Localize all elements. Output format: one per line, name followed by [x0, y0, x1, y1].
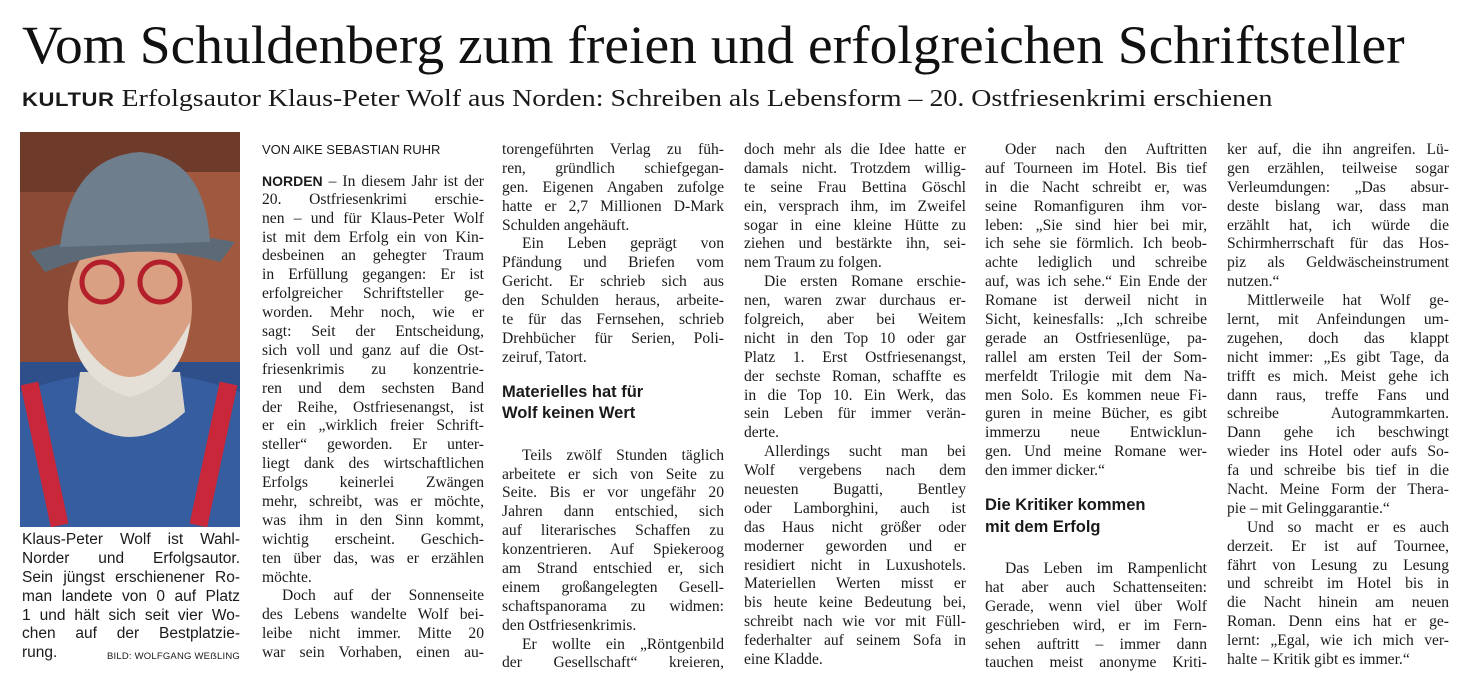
paragraph — [985, 141, 1207, 481]
paragraph — [502, 235, 724, 367]
text-line: erzählt hat, ich würde die — [1227, 216, 1449, 234]
headline: Vom Schuldenberg zum freien und erfolgreichen Schriftsteller — [22, 15, 1405, 75]
text-line: den immer dicker.“ — [985, 462, 1105, 480]
text-line: Nacht. Meine Form der Thera- — [1227, 481, 1449, 499]
caption-line: Klaus-Peter Wolf ist Wahl- — [22, 531, 240, 548]
text-line: damals nicht. Trotzdem willig- — [744, 159, 966, 177]
text-line: den Schulden heraus, arbeite- — [502, 292, 724, 310]
text-line: ist mit dem Erfolg ein von Kin- — [262, 228, 484, 246]
section-heading-line: Die Kritiker kommen — [985, 496, 1146, 515]
text-line: tauchen meist anonyme Kriti- — [985, 654, 1207, 672]
text-line: gen. Eigenen Angaben zufolge — [502, 178, 724, 196]
text-line: doch mehr als die Idee hatte er — [744, 141, 966, 158]
text-line: er ein „wirklich freier Schrift- — [262, 417, 484, 435]
text-line: sogar in eine kleine Hütte zu — [744, 216, 966, 234]
text-line-content: – In diesem Jahr ist der — [322, 172, 484, 190]
text-line: desbeinen an gehegter Traum — [262, 247, 484, 265]
text-line: wichtig erscheint. Geschich- — [262, 530, 484, 548]
text-line: erfolgreicher Schriftsteller ge- — [262, 285, 484, 303]
text-line: merfeldt Trilogie mit dem Na- — [985, 367, 1207, 385]
text-line: halte – Kritik gibt es immer.“ — [1227, 651, 1410, 669]
text-line: pie – mit Gelinggarantie.“ — [1227, 499, 1390, 517]
text-line: gerade an Ostfriesenlüge, pa- — [985, 329, 1207, 347]
text-line: worden. Mehr noch, wie er — [262, 304, 484, 322]
text-line: in Erfüllung gegangen: Er ist — [262, 266, 484, 284]
text-line: oder Lamborghini, auch ist — [744, 499, 966, 517]
text-line: in die Nacht schreibt er, was — [985, 178, 1207, 196]
text-line: nicht immer: „Es gibt Tage, da — [1227, 348, 1449, 366]
text-line: folgreich, aber bei Weitem — [744, 311, 966, 329]
text-line: der Reihe, Ostfriesenangst, ist — [262, 398, 484, 416]
article-column-2 — [502, 141, 724, 673]
text-line: ein, versprach ihm, im Zweifel — [744, 197, 966, 215]
text-line: Die ersten Romane erschie- — [764, 273, 966, 291]
article-column-1 — [262, 141, 484, 663]
text-line: am Strand entschied er, sich — [502, 560, 724, 578]
text-line: Jahren dann entschied, sich — [502, 503, 724, 521]
text-line: te seine Frau Bettina Göschl — [744, 178, 966, 196]
text-line: Schirmherrschaft für das Hos- — [1227, 235, 1449, 253]
text-line: Oder nach den Auftritten — [1005, 141, 1207, 158]
text-line: möchte. — [262, 568, 312, 586]
text-line: schreibt nach wie vor mit Füll- — [744, 613, 966, 631]
text-line: Romane ist derweil nicht in — [985, 292, 1207, 310]
text-line: fährt von Lesung zu Lesung — [1227, 556, 1449, 574]
text-line: piz als Geldwäscheinstrument — [1227, 254, 1449, 272]
caption-line: Norder und Erfolgsautor. — [22, 549, 240, 567]
text-line: Allerdings sucht man bei — [764, 443, 966, 461]
subheadline — [22, 84, 1272, 116]
text-line: nutzen.“ — [1227, 273, 1280, 291]
text-line: Materiellen Werten misst er — [744, 575, 966, 593]
text-line: neuesten Bugatti, Bentley — [744, 481, 966, 499]
caption-line: Sein jüngst erschienener Ro- — [22, 568, 240, 586]
paragraph — [502, 447, 724, 636]
section-heading-line: Materielles hat für — [502, 382, 644, 401]
portrait-photo-icon — [20, 132, 240, 527]
article-column-3 — [744, 141, 966, 670]
text-line: seine Romanfiguren ihm vor- — [985, 197, 1207, 215]
text-line: ziehen und bestärkte ihn, sei- — [744, 235, 966, 253]
text-line: leben: „Sie sind hier bei mir, — [985, 216, 1207, 234]
paragraph — [262, 587, 484, 663]
text-line: steller“ geworden. Er unter- — [262, 436, 484, 454]
text-line: eine Kladde. — [744, 651, 823, 669]
text-line: schreibe Autogrammkarten. — [1227, 405, 1449, 423]
text-line: Seite. Bis er vor ungefähr 20 — [502, 484, 724, 502]
text-line: auf literarisches Schaffen zu — [502, 522, 724, 540]
text-line: rallel am ersten Teil der Som- — [985, 348, 1207, 366]
paragraph — [1227, 292, 1449, 519]
paragraph — [744, 141, 966, 273]
text-line: liegt dank des wirtschaftlichen — [262, 455, 484, 473]
text-line: immerzu neue Entwicklun- — [985, 424, 1207, 442]
rubric-label: KULTUR — [22, 90, 115, 111]
text-line: gen erzählen, teilweise sogar — [1227, 159, 1449, 177]
text-line: arbeitete er sich von Seite zu — [502, 465, 724, 483]
text-line: nen – und für Klaus-Peter Wolf — [262, 209, 484, 227]
text-line: hatte er 2,7 Millionen D-Mark — [502, 197, 724, 215]
text-line: lernt: „Egal, wie ich mich ver- — [1227, 632, 1449, 650]
text-line: und schreibt im Hotel bis in — [1227, 575, 1449, 593]
text-line: Roman. Denn eins hat er ge- — [1227, 613, 1449, 631]
text-line: torengeführten Verlag zu füh- — [502, 141, 724, 158]
text-line: sagt: Seit der Entscheidung, — [262, 323, 484, 341]
subheadline-text: Erfolgsautor Klaus-Peter Wolf aus Norden: Schreiben als Lebensform – 20. Ostfriesenkrimi erschienen — [121, 86, 1273, 112]
text-line: Gerade, wenn viel über Wolf — [985, 597, 1207, 615]
text-line: zugehen, doch das klappt — [1227, 329, 1449, 347]
photo-caption — [22, 531, 240, 669]
text-line: mehr, schreibt, was er möchte, — [262, 493, 484, 511]
section-heading — [985, 495, 1207, 538]
text-line: Schulden angehäuft. — [502, 216, 630, 234]
text-line: men Solo. Es kommen neue Fi- — [985, 386, 1207, 404]
paragraph — [502, 141, 724, 235]
text-line: trifft es mich. Meist gehe ich — [1227, 367, 1449, 385]
caption-line: man landete von 0 auf Platz — [22, 587, 240, 605]
dateline: NORDEN — [262, 172, 323, 189]
text-line: Wolf vergebens nach dem — [744, 462, 966, 480]
text-line: nicht in den Top 10 oder gar — [744, 329, 966, 347]
text-line: achte lediglich und schreibe — [985, 254, 1207, 272]
text-line: sich voll und ganz auf die Ost- — [262, 341, 484, 359]
text-line: ten über das, was er erzählen — [262, 549, 484, 567]
text-line: ren und dem sechsten Band — [262, 379, 484, 397]
article-column-5 — [1227, 141, 1449, 670]
text-line: gen. Und meine Romane wer- — [985, 443, 1207, 461]
text-line: derzeit. Er ist auf Tournee, — [1227, 537, 1449, 555]
text-line: einem großangelegten Gesell- — [502, 578, 724, 596]
text-line: Platz 1. Erst Ostfriesenangst, — [744, 348, 966, 366]
text-line — [262, 172, 484, 191]
text-line: Er wollte ein „Röntgenbild — [522, 635, 724, 653]
text-line: der Gesellschaft“ kreieren, — [502, 654, 724, 672]
text-line: Doch auf der Sonnenseite — [282, 587, 484, 605]
byline: VON AIKE SEBASTIAN RUHR — [262, 142, 441, 157]
paragraph — [744, 273, 966, 443]
text-line: wieder ins Hotel oder aufs So- — [1227, 443, 1449, 461]
text-line: lernt, mit Anfeindungen um- — [1227, 311, 1449, 329]
text-line: Und so macht er es auch — [1247, 518, 1449, 536]
text-line: sehen auftritt – immer dann — [985, 635, 1207, 653]
caption-line: 1 und hält sich seit vier Wo- — [22, 606, 240, 624]
text-line: dann raus, treffe Fans und — [1227, 386, 1449, 404]
text-line: Dann gehe ich beschwingt — [1227, 424, 1449, 442]
article-column-4 — [985, 141, 1207, 673]
text-line: Erfolgs keinerlei Zwängen — [262, 474, 484, 492]
paragraph — [744, 443, 966, 670]
text-line: sein Leben für immer verän- — [744, 405, 966, 423]
text-line: ren, gründlich schiefgegan- — [502, 159, 724, 177]
text-line: Gericht. Er schrieb sich aus — [502, 273, 724, 291]
text-line: geschrieben wird, er im Fern- — [985, 616, 1207, 634]
text-line: Drehbücher für Serien, Poli- — [502, 329, 724, 347]
text-line: federhalter auf seinem Sofa in — [744, 632, 966, 650]
text-line: hat aber auch Schattenseiten: — [985, 578, 1207, 596]
paragraph — [262, 172, 484, 588]
text-line: ker auf, die ihn angreifen. Lü- — [1227, 141, 1449, 158]
caption-line: chen auf der Bestplatzie- — [22, 625, 240, 643]
text-line: bis heute keine Bedeutung bei, — [744, 594, 966, 612]
text-line: guren in meine Bücher, es gibt — [985, 405, 1207, 423]
text-line: 20. Ostfriesenkrimi erschie- — [262, 190, 484, 208]
text-line: leibe nicht immer. Mitte 20 — [262, 625, 484, 643]
text-line: was ihm in den Sinn kommt, — [262, 511, 484, 529]
text-line: Pfändung und Briefen vom — [502, 254, 724, 272]
text-line: auf Tourneen im Hotel. Bis tief — [985, 159, 1207, 177]
section-heading-line: mit dem Erfolg — [985, 517, 1101, 536]
text-line: Das Leben im Rampenlicht — [1005, 560, 1207, 578]
text-line: ich sehe sie förmlich. Ich beob- — [985, 235, 1207, 253]
text-line: zeiruf, Tatort. — [502, 348, 587, 366]
text-line: war sein Vorhaben, einen au- — [262, 644, 484, 662]
text-line: Teils zwölf Stunden täglich — [522, 446, 724, 464]
text-line: den Ostfriesenkrimis. — [502, 616, 637, 634]
text-line: Ein Leben geprägt von — [522, 235, 724, 253]
text-line: die Nacht hinein am neuen — [1227, 594, 1449, 612]
text-line: derte. — [744, 424, 780, 442]
text-line: des Lebens wandelte Wolf bei- — [262, 606, 484, 624]
text-line: auf, was ich sehe.“ Ein Ende der — [985, 273, 1207, 291]
paragraph — [985, 560, 1207, 673]
text-line: in die Top 10. Ein Werk, das — [744, 386, 966, 404]
text-line: te für das Fernsehen, schrieb — [502, 311, 724, 329]
text-line: konzentrieren. Auf Spiekeroog — [502, 541, 724, 559]
text-line: moderner geworden und er — [744, 537, 966, 555]
text-line: friesenkrimis zu konzentrie- — [262, 360, 484, 378]
text-line: Verleumdungen: „Das absur- — [1227, 178, 1449, 196]
text-line: schaftspanorama zu widmen: — [502, 597, 724, 615]
paragraph — [1227, 141, 1449, 292]
text-line: das Haus nicht größer oder — [744, 518, 966, 536]
paragraph — [502, 636, 724, 674]
text-line: nem Traum zu folgen. — [744, 254, 882, 272]
section-heading — [502, 382, 724, 425]
text-line: Mittlerweile hat Wolf ge- — [1247, 292, 1449, 310]
text-line: nen, waren zwar durchaus er- — [744, 292, 966, 310]
photo-credit: BILD: WOLFGANG WEẞLING — [106, 651, 240, 663]
text-line: residiert nicht in Luxushotels. — [744, 556, 966, 574]
text-line: fa und schreibe bis tief in die — [1227, 462, 1449, 480]
section-heading-line: Wolf keinen Wert — [502, 404, 636, 423]
text-line: der sechste Roman, schaffte es — [744, 367, 966, 385]
caption-line: rung. — [22, 644, 58, 662]
paragraph — [1227, 519, 1449, 670]
text-line: deste bislang war, dass man — [1227, 197, 1449, 215]
text-line: Sicht, keinesfalls: „Ich schreibe — [985, 311, 1207, 329]
